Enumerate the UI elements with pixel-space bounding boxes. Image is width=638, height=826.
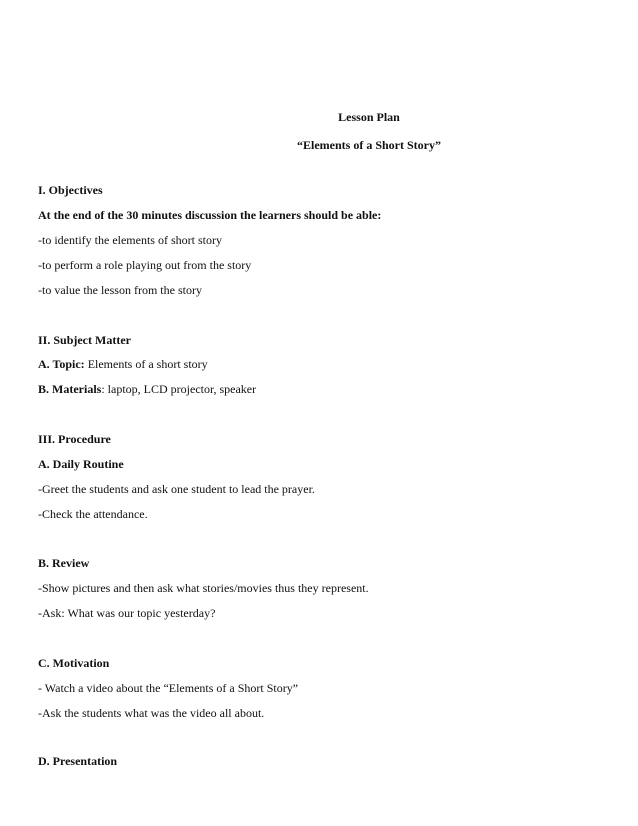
- objectives-heading: I. Objectives: [38, 183, 103, 197]
- materials-value: : laptop, LCD projector, speaker: [101, 382, 257, 396]
- review-item: -Ask: What was our topic yesterday?: [38, 606, 216, 620]
- daily-routine-item: -Greet the students and ask one student to lead the prayer.: [38, 482, 315, 496]
- materials-label: B. Materials: [38, 382, 102, 396]
- materials-line: [38, 382, 256, 396]
- procedure-heading: III. Procedure: [38, 432, 111, 446]
- motivation-item: - Watch a video about the “Elements of a Short Story”: [38, 681, 299, 695]
- document-title: Lesson Plan: [338, 110, 400, 124]
- objectives-intro: At the end of the 30 minutes discussion the learners should be able:: [38, 208, 382, 222]
- document-subtitle: “Elements of a Short Story”: [297, 138, 441, 152]
- subject-matter-heading: II. Subject Matter: [38, 333, 131, 347]
- topic-line: [38, 357, 208, 371]
- daily-routine-item: -Check the attendance.: [38, 507, 148, 521]
- objective-item: -to perform a role playing out from the story: [38, 258, 252, 272]
- topic-label: A. Topic:: [38, 357, 85, 371]
- objective-item: -to identify the elements of short story: [38, 233, 222, 247]
- review-item: -Show pictures and then ask what stories/movies thus they represent.: [38, 581, 369, 595]
- motivation-item: -Ask the students what was the video all about.: [38, 706, 265, 720]
- presentation-heading: D. Presentation: [38, 754, 118, 768]
- objective-item: -to value the lesson from the story: [38, 283, 202, 297]
- motivation-heading: C. Motivation: [38, 656, 110, 670]
- topic-value: Elements of a short story: [84, 357, 208, 371]
- review-heading: B. Review: [38, 556, 90, 570]
- daily-routine-heading: A. Daily Routine: [38, 457, 124, 471]
